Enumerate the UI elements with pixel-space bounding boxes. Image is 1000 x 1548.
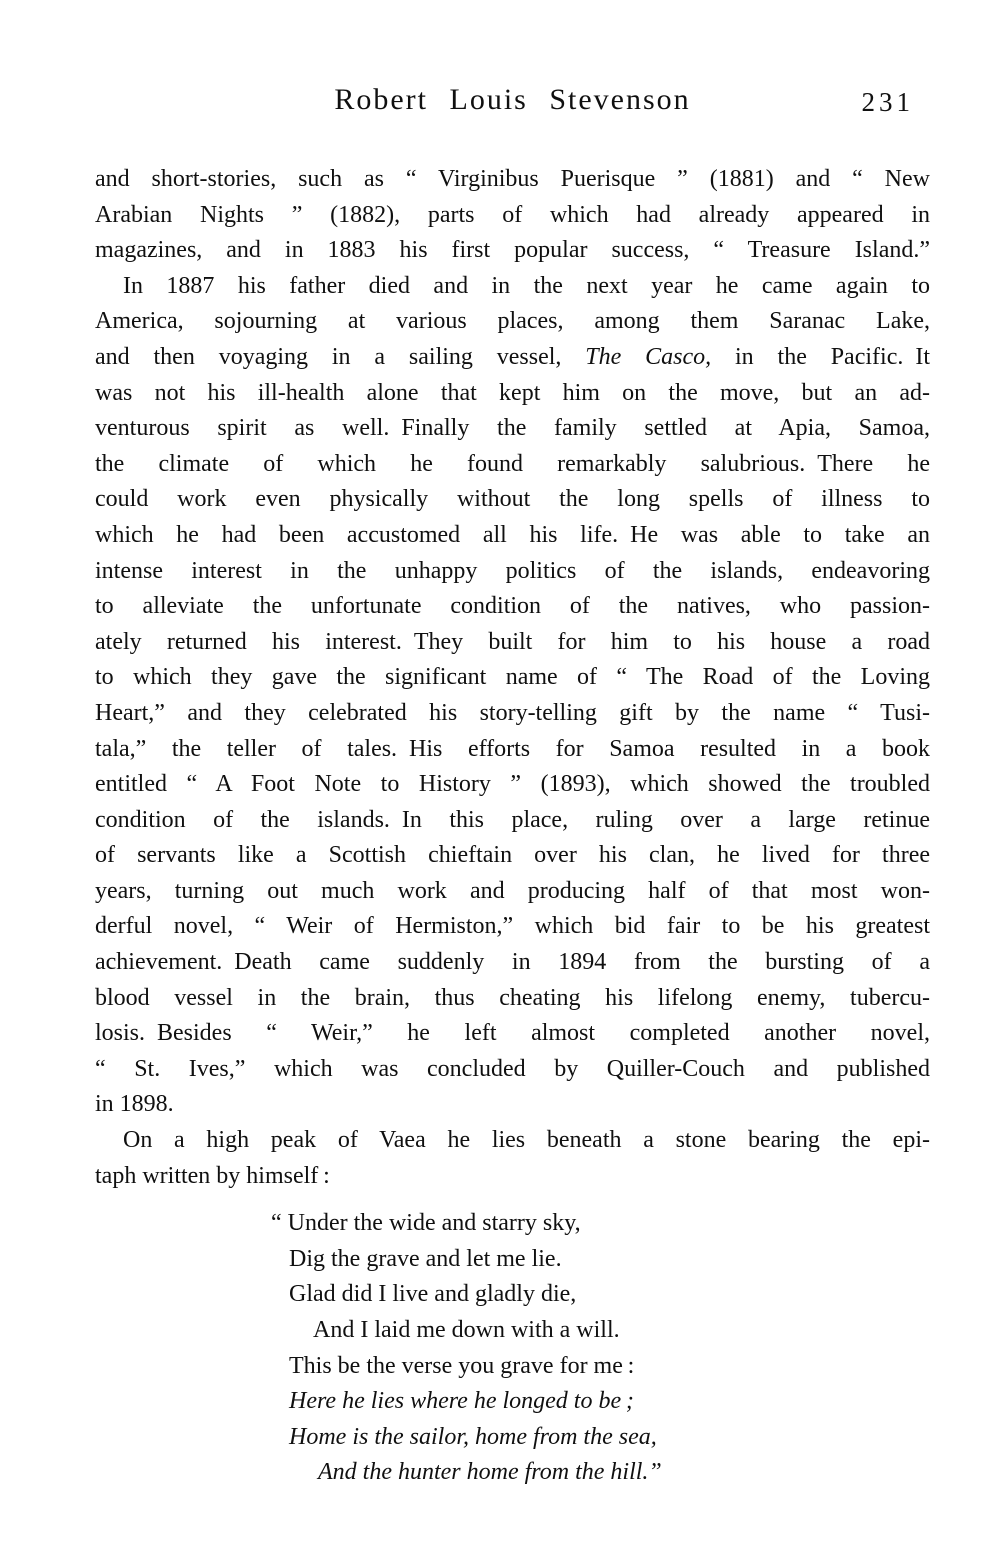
text-line: was not his ill-health alone that kept him on the move, but an ad- xyxy=(95,379,930,406)
text-line: America, sojourning at various places, among them Saranac Lake, xyxy=(95,308,930,335)
italic-book-title: The Casco, xyxy=(585,343,712,370)
text-line: losis. Besides “ Weir,” he left almost completed another novel, xyxy=(95,1020,930,1047)
text-segment: and then voyaging in a sailing vessel, xyxy=(95,343,586,370)
paragraph-2 xyxy=(95,269,930,1123)
poem-line: And I laid me down with a will. xyxy=(313,1317,620,1343)
text-line: taph written by himself : xyxy=(95,1162,330,1189)
text-line: to which they gave the significant name of “ The Road of the Loving xyxy=(95,664,930,691)
page-title: Robert Louis Stevenson xyxy=(334,83,691,116)
text-line: ately returned his interest. They built for him to his house a road xyxy=(95,628,930,655)
text-line: which he had been accustomed all his life. He was able to take an xyxy=(95,521,930,548)
text-line: condition of the islands. In this place, ruling over a large retinue xyxy=(95,806,930,833)
paragraph-3 xyxy=(95,1123,930,1194)
text-line: years, turning out much work and producing half of that most won- xyxy=(95,877,930,904)
text-line: of servants like a Scottish chieftain over his clan, he lived for three xyxy=(95,842,930,869)
paragraph-1 xyxy=(95,162,930,269)
poem-line: Dig the grave and let me lie. xyxy=(289,1245,562,1272)
text-line: intense interest in the unhappy politics of the islands, endeavoring xyxy=(95,557,930,584)
text-line: entitled “ A Foot Note to History ” (1893), which showed the troubled xyxy=(95,771,930,798)
poem-line: “ Under the wide and starry sky, xyxy=(271,1210,581,1237)
poem-line: This be the verse you grave for me : xyxy=(289,1352,635,1379)
page-body xyxy=(95,162,930,1491)
text-line: magazines, and in 1883 his first popular success, “ Treasure Island.” xyxy=(95,237,930,264)
text-line: blood vessel in the brain, thus cheating his lifelong enemy, tubercu- xyxy=(95,984,930,1011)
text-line: venturous spirit as well. Finally the family settled at Apia, Samoa, xyxy=(95,415,930,442)
poem-line: Here he lies where he longed to be ; xyxy=(289,1388,634,1415)
text-segment: in the Pacific. It xyxy=(711,343,930,370)
text-line: achievement. Death came suddenly in 1894 from the bursting of a xyxy=(95,949,930,976)
epitaph-poem xyxy=(271,1206,930,1491)
page-number: 231 xyxy=(861,87,914,117)
text-line: in 1898. xyxy=(95,1091,174,1118)
text-line: could work even physically without the long spells of illness to xyxy=(95,486,930,513)
text-line: and short-stories, such as “ Virginibus Puerisque ” (1881) and “ New xyxy=(95,166,930,192)
text-line: tala,” the teller of tales. His efforts for Samoa resulted in a book xyxy=(95,735,930,762)
text-line: to alleviate the unfortunate condition of the natives, who passion- xyxy=(95,593,930,620)
poem-line: And the hunter home from the hill.” xyxy=(318,1459,662,1486)
running-header xyxy=(95,83,930,125)
text-line: Heart,” and they celebrated his story-telling gift by the name “ Tusi- xyxy=(95,699,930,726)
text-line xyxy=(95,340,930,376)
text-line: derful novel, “ Weir of Hermiston,” which bid fair to be his greatest xyxy=(95,913,930,940)
text-line: “ St. Ives,” which was concluded by Quiller-Couch and published xyxy=(95,1055,930,1082)
text-line: In 1887 his father died and in the next year he came again to xyxy=(123,272,930,299)
poem-line: Glad did I live and gladly die, xyxy=(289,1281,577,1308)
poem-line: Home is the sailor, home from the sea, xyxy=(289,1423,657,1450)
text-line: On a high peak of Vaea he lies beneath a stone bearing the epi- xyxy=(123,1127,930,1154)
text-line: Arabian Nights ” (1882), parts of which had already appeared in xyxy=(95,201,930,228)
text-line: the climate of which he found remarkably salubrious. There he xyxy=(95,450,930,477)
